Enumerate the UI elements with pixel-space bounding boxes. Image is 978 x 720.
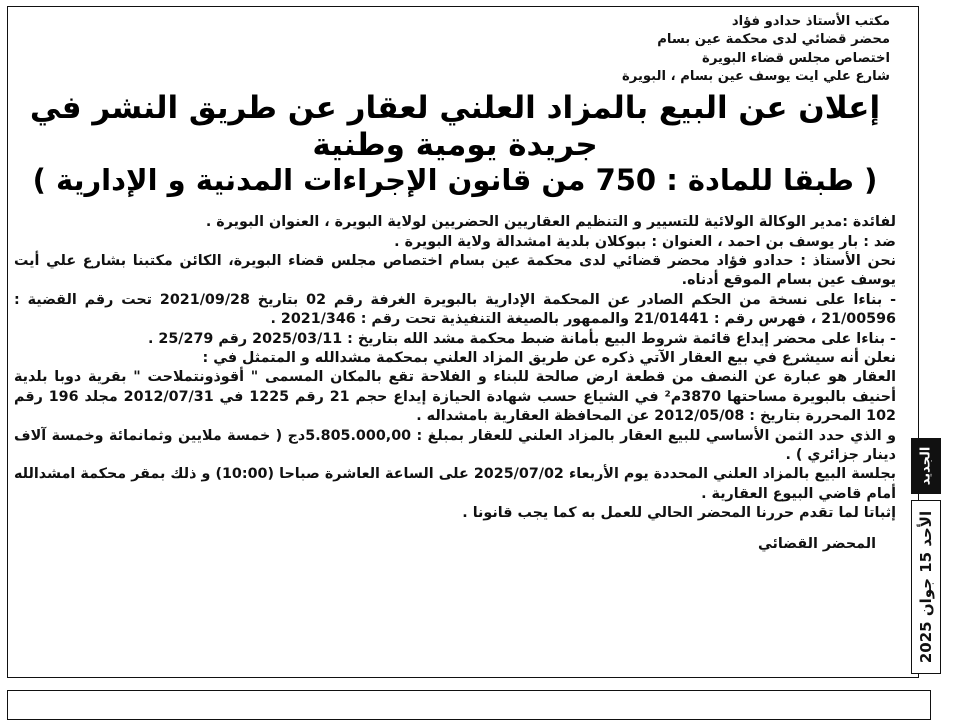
announcement-paragraph: نعلن أنه سيشرع في بيع العقار الآتي ذكره عن طريق المزاد العلني بمحكمة مشدالله و المتمثل في :	[202, 350, 896, 367]
office-address: شارع علي ايت يوسف عين بسام ، البويرة	[621, 68, 890, 84]
office-name: مكتب الأستاذ حدادو فؤاد	[731, 14, 890, 29]
office-court: محضر قضائي لدى محكمة عين بسام	[657, 32, 890, 48]
property-description-paragraph: العقار هو عبارة عن النصف من قطعة ارض صالحة للبناء و الفلاحة تقع بالمكان المسمى " أقوذونتملاحت " بقرية دوبا بلدية أحنيف بالبويرة مساحتها 3870م² في الشياع حسب شهادة الحيازة إيداع حجم 21 رقم 1225 في 2012/07/31 مجلد 196 رقم 102 المحررة بتاريخ : 2012/05/08 عن المحافظة العقارية بامشداله .	[14, 369, 897, 425]
auction-session-paragraph: بجلسة البيع بالمزاد العلني المحددة يوم الأربعاء 2025/07/02 على الساعة العاشرة صباحا (10:00) و ذلك بمقر محكمة امشدالله أمام قاضي البيوع العقارية .	[14, 466, 896, 502]
notice-body	[14, 213, 896, 524]
notice-content	[14, 13, 896, 673]
office-jurisdiction: اختصاص مجلس قضاء البويرة	[702, 50, 890, 66]
newspaper-side-strip	[911, 438, 941, 676]
signature: المحضر القضائي	[758, 535, 876, 552]
conditions-deposit-paragraph: - بناءا على محضر إيداع قائمة شروط البيع بأمانة ضبط محكمة مشد الله بتاريخ : 2025/03/11 رقم 25/279 .	[147, 330, 896, 347]
notice-title	[14, 90, 896, 199]
certification-paragraph: إثباتا لما تقدم حررنا المحضر الحالي للعمل به كما يجب قانونا .	[462, 505, 896, 522]
newspaper-logo: الجديد	[911, 438, 941, 494]
auction-notice	[7, 6, 919, 678]
defendant-paragraph: ضد : بار يوسف بن احمد ، العنوان : ببوكلان بلدية امشدالة ولاية البويرة .	[394, 233, 896, 250]
beneficiary-paragraph: لفائدة :مدير الوكالة الولائية للتسيير و التنظيم العقاريين الحضريين لولاية البويرة ، العنوان البويرة .	[205, 214, 896, 231]
title-line-3: ( طبقا للمادة : 750 من قانون الإجراءات المدنية و الإدارية )	[32, 163, 878, 198]
bailiff-paragraph: نحن الأستاذ : حدادو فؤاد محضر قضائي لدى محكمة عين بسام اختصاص مجلس قضاء البويرة، الكائن مكتبنا بشارع علي أيت يوسف عين بسام الموقع أدناه.	[14, 253, 896, 289]
title-line-2: جريدة يومية وطنية	[312, 127, 598, 164]
next-notice-border	[7, 690, 931, 720]
title-line-1: إعلان عن البيع بالمزاد العلني لعقار عن طريق النشر في	[29, 90, 881, 127]
publication-date: الأحد 15 جوان 2025	[911, 500, 941, 674]
bailiff-office-block	[14, 13, 890, 86]
base-price-paragraph: و الذي حدد الثمن الأساسي للبيع العقار بالمزاد العلني للعقار بمبلغ : 5.805.000,00دج ( خمسة ملايين وثمانمائة وخمسة آلاف دينار جزائري ) .	[14, 427, 897, 464]
judgment-reference-paragraph: - بناءا على نسخة من الحكم الصادر عن المحكمة الإدارية بالبويرة الغرفة رقم 02 بتاريخ 2021/09/28 تحت رقم القضية : 21/00596 ، فهرس رقم : 21/01441 والممهور بالصيغة التنفيذية تحت رقم : 2021/346 .	[14, 291, 897, 328]
